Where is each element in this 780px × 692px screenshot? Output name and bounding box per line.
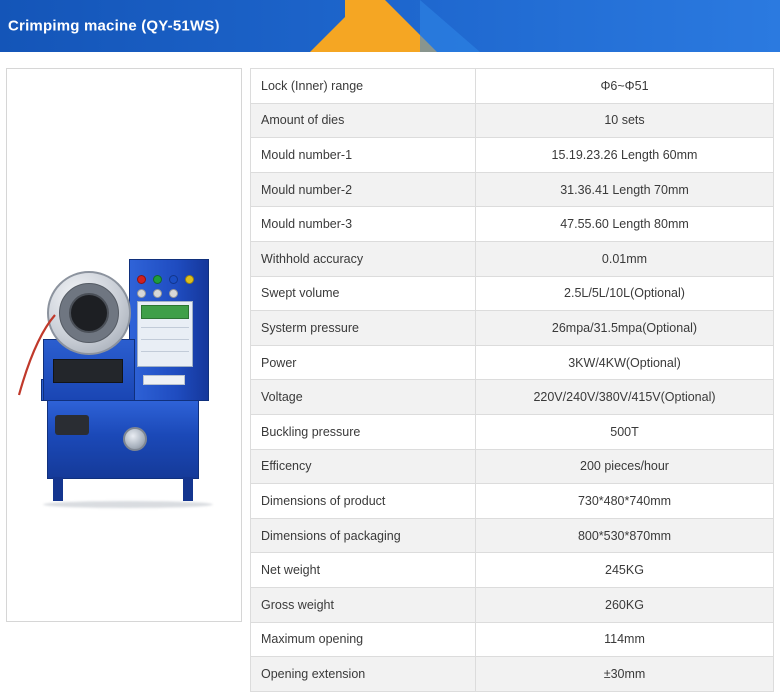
- spec-value: 0.01mm: [476, 241, 774, 276]
- spec-value: 47.55.60 Length 80mm: [476, 207, 774, 242]
- table-row: [251, 657, 774, 692]
- table-row: [251, 103, 774, 138]
- table-row: [251, 311, 774, 346]
- table-row: [251, 587, 774, 622]
- machine-leg-right: [183, 477, 193, 501]
- product-image: [17, 219, 233, 509]
- spec-value: Φ6~Φ51: [476, 69, 774, 104]
- machine-leg-left: [53, 477, 63, 501]
- spec-key: Amount of dies: [251, 103, 476, 138]
- spec-key: Mould number-2: [251, 172, 476, 207]
- table-row: [251, 622, 774, 657]
- table-row: [251, 449, 774, 484]
- table-row: [251, 484, 774, 519]
- machine-nameplate: [143, 375, 185, 385]
- spec-value: 200 pieces/hour: [476, 449, 774, 484]
- spec-value: 2.5L/5L/10L(Optional): [476, 276, 774, 311]
- spec-value: 220V/240V/380V/415V(Optional): [476, 380, 774, 415]
- specification-table-body: [251, 69, 774, 692]
- product-image-panel: [6, 68, 242, 622]
- spec-key: Net weight: [251, 553, 476, 588]
- machine-panel-line: [141, 351, 189, 352]
- machine-knob-gray-icon: [169, 289, 178, 298]
- machine-handwheel: [123, 427, 147, 451]
- table-row: [251, 414, 774, 449]
- spec-value: 15.19.23.26 Length 60mm: [476, 138, 774, 173]
- spec-key: Lock (Inner) range: [251, 69, 476, 104]
- header-banner: [0, 0, 780, 52]
- machine-shadow: [43, 501, 213, 508]
- spec-key: Voltage: [251, 380, 476, 415]
- spec-value: 10 sets: [476, 103, 774, 138]
- table-row: [251, 380, 774, 415]
- machine-knob-green-icon: [153, 275, 162, 284]
- spec-key: Opening extension: [251, 657, 476, 692]
- machine-knob-gray-icon: [137, 289, 146, 298]
- spec-value: 500T: [476, 414, 774, 449]
- machine-knob-blue-icon: [169, 275, 178, 284]
- spec-key: Mould number-1: [251, 138, 476, 173]
- spec-key: Gross weight: [251, 587, 476, 622]
- table-row: [251, 69, 774, 104]
- specification-table-container: [250, 68, 774, 681]
- spec-value: ±30mm: [476, 657, 774, 692]
- machine-knob-red-icon: [137, 275, 146, 284]
- spec-key: Systerm pressure: [251, 311, 476, 346]
- spec-key: Maximum opening: [251, 622, 476, 657]
- specification-table: [250, 68, 774, 692]
- machine-panel-line: [141, 339, 189, 340]
- table-row: [251, 345, 774, 380]
- table-row: [251, 553, 774, 588]
- machine-knob-yellow-icon: [185, 275, 194, 284]
- spec-key: Efficency: [251, 449, 476, 484]
- spec-key: Withhold accuracy: [251, 241, 476, 276]
- spec-value: 31.36.41 Length 70mm: [476, 172, 774, 207]
- spec-key: Dimensions of product: [251, 484, 476, 519]
- machine-hydraulic-block: [53, 359, 123, 383]
- machine-motor: [55, 415, 89, 435]
- spec-key: Swept volume: [251, 276, 476, 311]
- spec-key: Mould number-3: [251, 207, 476, 242]
- spec-value: 26mpa/31.5mpa(Optional): [476, 311, 774, 346]
- table-row: [251, 518, 774, 553]
- banner-chevron-block-icon: [345, 0, 385, 52]
- banner-chevron-accent-icon: [420, 0, 480, 52]
- table-row: [251, 207, 774, 242]
- spec-value: 260KG: [476, 587, 774, 622]
- page-title: Crimpimg macine (QY-51WS): [8, 17, 220, 35]
- table-row: [251, 241, 774, 276]
- table-row: [251, 172, 774, 207]
- spec-key: Power: [251, 345, 476, 380]
- spec-value: 730*480*740mm: [476, 484, 774, 519]
- spec-value: 245KG: [476, 553, 774, 588]
- spec-value: 800*530*870mm: [476, 518, 774, 553]
- machine-knob-gray-icon: [153, 289, 162, 298]
- spec-value: 114mm: [476, 622, 774, 657]
- spec-value: 3KW/4KW(Optional): [476, 345, 774, 380]
- table-row: [251, 138, 774, 173]
- table-row: [251, 276, 774, 311]
- machine-display-screen: [141, 305, 189, 319]
- spec-key: Buckling pressure: [251, 414, 476, 449]
- content-area: [6, 68, 774, 681]
- machine-die-bore: [69, 293, 109, 333]
- machine-panel-line: [141, 327, 189, 328]
- spec-key: Dimensions of packaging: [251, 518, 476, 553]
